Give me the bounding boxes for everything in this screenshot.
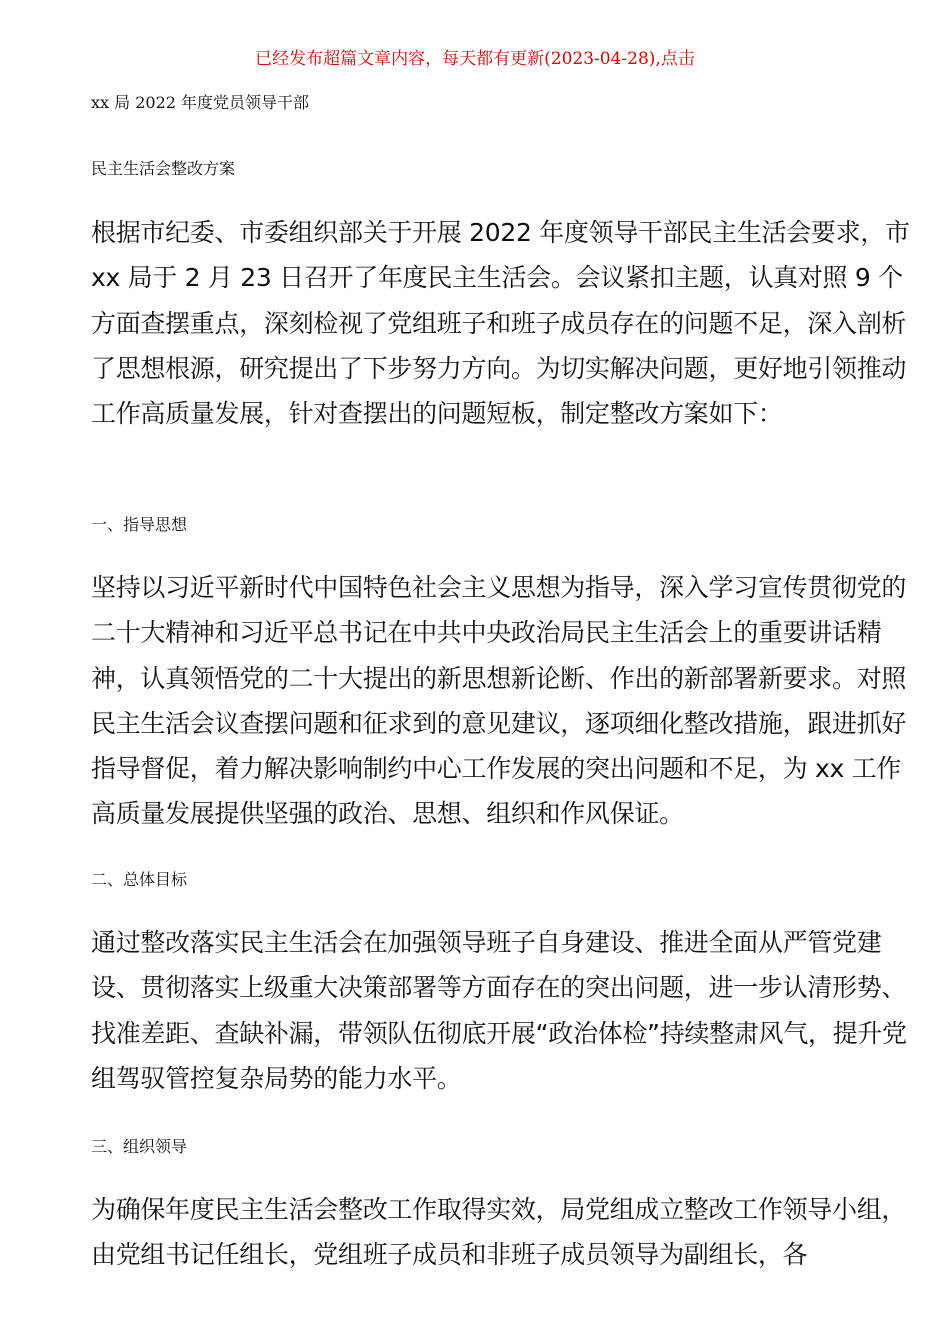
- section-heading-organization: 三、组织领导: [91, 1137, 188, 1156]
- update-banner-link[interactable]: 已经发布超篇文章内容，每天都有更新(2023-04-28),点击: [255, 49, 695, 69]
- intro-paragraph: 根据市纪委、市委组织部关于开展 2022 年度领导干部民主生活会要求，市 xx 局于 2 月 23 日召开了年度民主生活会。会议紧扣主题，认真对照 9 个方面查摆重点，深刻检视了党组班子和班子成员存在的问题不足，深入剖析了思想根源，研究提出了下步努力方向。为切实解决问题，更好地引领推动工作高质量发展，针对查摆出的问题短板，制定整改方案如下：: [91, 218, 910, 429]
- section-body-organization: 为确保年度民主生活会整改工作取得实效，局党组成立整改工作领导小组，由党组书记任组长，党组班子成员和非班子成员领导为副组长，各: [91, 1195, 907, 1270]
- document-title-line-2: 民主生活会整改方案: [91, 159, 236, 178]
- section-body-guiding-thought: 坚持以习近平新时代中国特色社会主义思想为指导，深入学习宣传贯彻党的二十大精神和习近平总书记在中共中央政治局民主生活会上的重要讲话精神，认真领悟党的二十大提出的新思想新论断、作出的新部署新要求。对照民主生活会议查摆问题和征求到的意见建议，逐项细化整改措施，跟进抓好指导督促，着力解决影响制约中心工作发展的突出问题和不足，为 xx 工作高质量发展提供坚强的政治、思想、组织和作风保证。: [91, 573, 907, 829]
- document-title-line-1: xx 局 2022 年度党员领导干部: [91, 93, 310, 112]
- section-body-overall-goal: 通过整改落实民主生活会在加强领导班子自身建设、推进全面从严管党建设、贯彻落实上级重大决策部署等方面存在的突出问题，进一步认清形势、找准差距、查缺补漏，带领队伍彻底开展“政治体检”持续整肃风气，提升党组驾驭管控复杂局势的能力水平。: [91, 928, 907, 1093]
- section-heading-overall-goal: 二、总体目标: [91, 870, 188, 889]
- section-heading-guiding-thought: 一、指导思想: [91, 515, 188, 534]
